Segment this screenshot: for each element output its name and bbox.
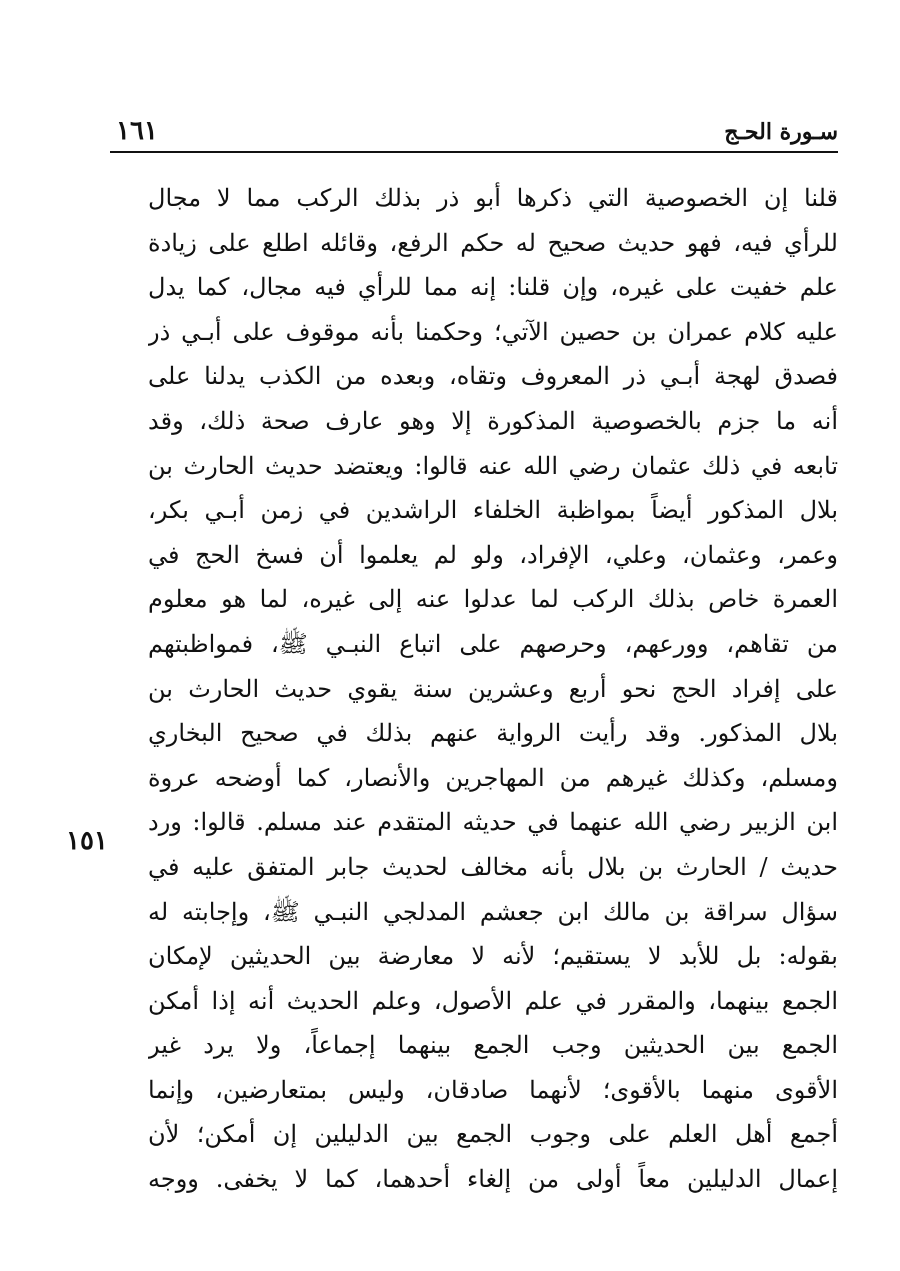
text-line: وعمر، وعثمان، وعلي، الإفراد، ولو لم يعلموا أن فسخ الحج في <box>148 540 838 569</box>
text-line: سؤال سراقة بن مالك ابن جعشم المدلجي النبـي ﷺ، وإجابته له <box>148 897 838 926</box>
text-line: بلال المذكور أيضاً بمواظبة الخلفاء الراشدين في زمن أبـي بكر، <box>148 496 838 525</box>
text-line: قلنا إن الخصوصية التي ذكرها أبو ذر بذلك الركب مما لا مجال <box>148 184 838 212</box>
text-line: أجمع أهل العلم على وجوب الجمع بين الدليلين إن أمكن؛ لأن <box>148 1120 838 1149</box>
text-line: إعمال الدليلين معاً أولى من إلغاء أحدهما، كما لا يخفى. ووجه <box>148 1165 838 1194</box>
text-line: العمرة خاص بذلك الركب لما عدلوا عنه إلى غيره، لما هو معلوم <box>148 585 838 614</box>
text-line: من تقاهم، وورعهم، وحرصهم على اتباع النبـي ﷺ، فمواظبتهم <box>148 629 838 658</box>
text-line: الجمع بين الحديثين وجب الجمع بينهما إجماعاً، ولا يرد غير <box>148 1031 838 1060</box>
text-line: ابن الزبير رضي الله عنهما في حديثه المتقدم عند مسلم. قالوا: ورد <box>148 808 838 837</box>
margin-page-marker: ١٥١ <box>66 826 108 856</box>
text-line: بلال المذكور. وقد رأيت الرواية عنهم بذلك في صحيح البخاري <box>148 719 838 748</box>
text-line: ومسلم، وكذلك غيرهم من المهاجرين والأنصار، كما أوضحه عروة <box>148 763 838 792</box>
text-line: فصدق لهجة أبـي ذر المعروف وتقاه، وبعده من الكذب يدلنا على <box>148 362 838 391</box>
text-line: على إفراد الحج نحو أربع وعشرين سنة يقوي حديث الحارث بن <box>148 674 838 703</box>
text-line: للرأي فيه، فهو حديث صحيح له حكم الرفع، وقائله اطلع على زيادة <box>148 228 838 257</box>
text-line: تابعه في ذلك عثمان رضي الله عنه قالوا: ويعتضد حديث الحارث بن <box>148 451 838 480</box>
page-header <box>110 112 838 152</box>
page-number: ١٦١ <box>116 116 158 146</box>
surah-title: سـورة الحـج <box>724 119 838 145</box>
text-line: أنه ما جزم بالخصوصية المذكورة إلا وهو عارف صحة ذلك، وقد <box>148 406 838 435</box>
text-line: حديث / الحارث بن بلال بأنه مخالف لحديث جابر المتفق عليه في <box>148 852 838 881</box>
text-line: الأقوى منهما بالأقوى؛ لأنهما صادقان، وليس بمتعارضين، وإنما <box>148 1075 838 1104</box>
text-line: بقوله: بل للأبد لا يستقيم؛ لأنه لا معارضة بين الحديثين لإمكان <box>148 942 838 971</box>
text-line: الجمع بينهما، والمقرر في علم الأصول، وعلم الحديث أنه إذا أمكن <box>148 986 838 1015</box>
text-line: علم خفيت على غيره، وإن قلنا: إنه مما للرأي فيه مجال، كما يدل <box>148 273 838 302</box>
text-line: عليه كلام عمران بن حصين الآتي؛ وحكمنا بأنه موقوف على أبـي ذر <box>148 317 838 346</box>
body-text <box>148 176 838 1202</box>
header-divider <box>110 151 838 153</box>
